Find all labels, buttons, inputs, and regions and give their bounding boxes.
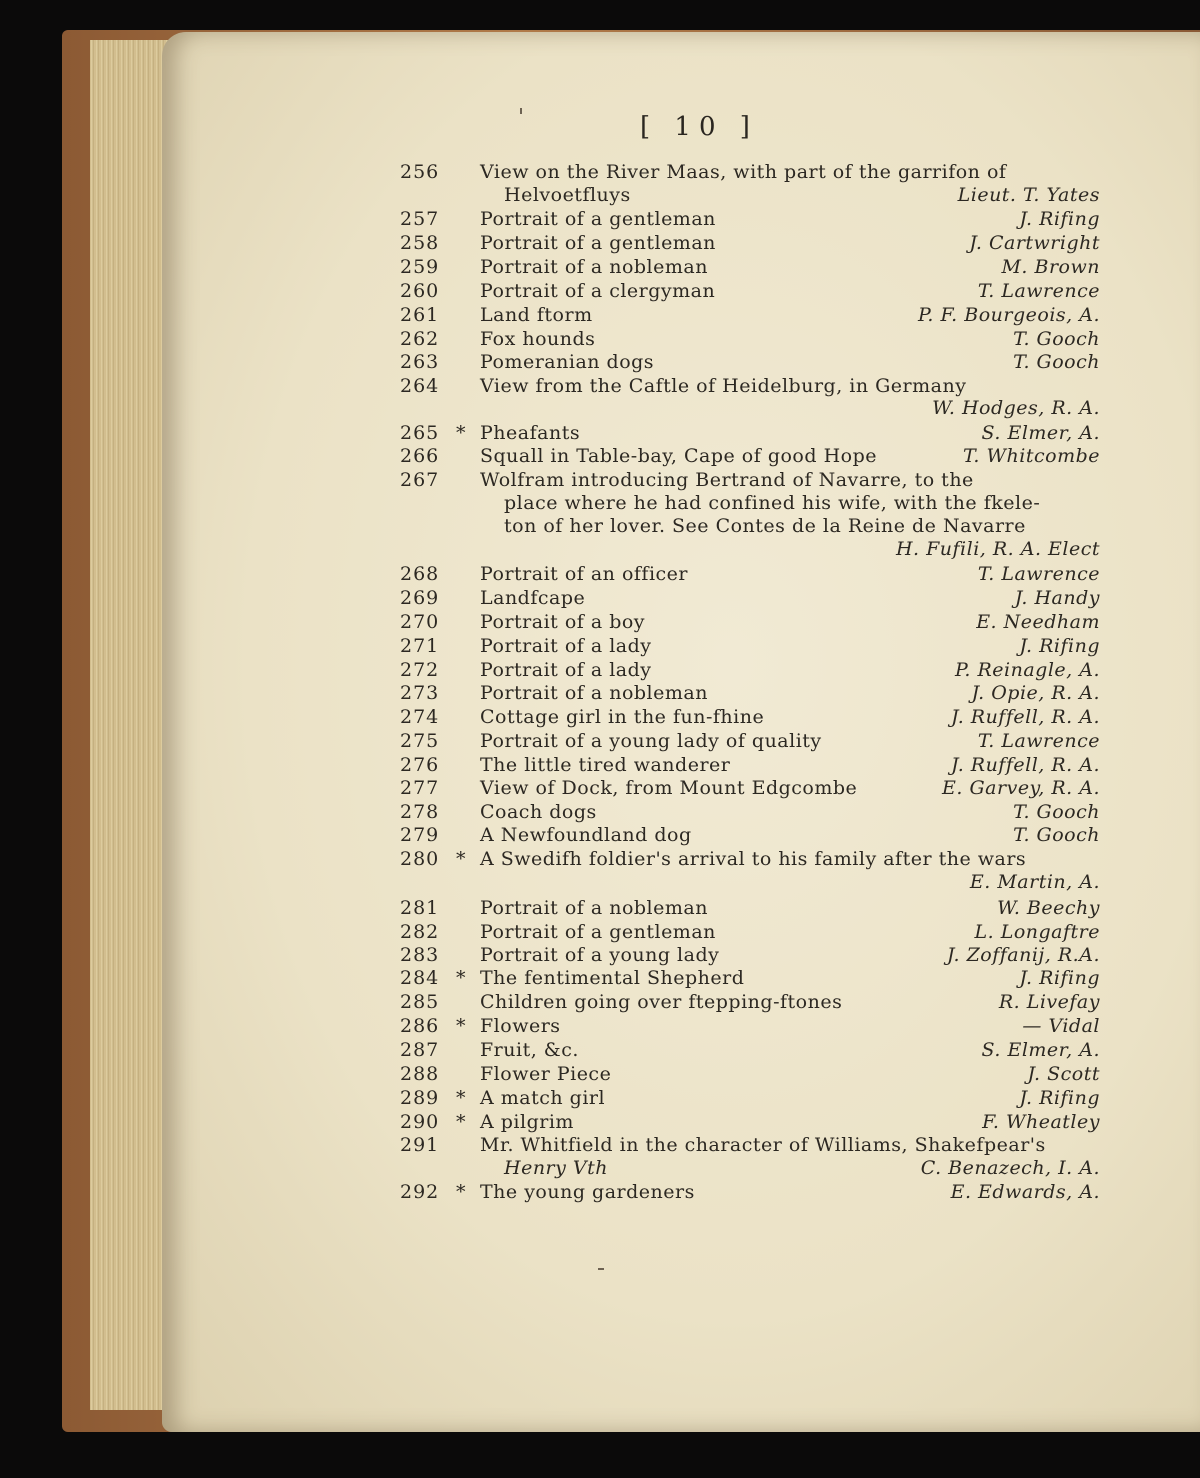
entry-artist: F. Wheatley <box>982 1111 1100 1133</box>
catalogue-entry <box>400 729 1100 753</box>
entry-artist: H. Fufili, R. A. Elect <box>895 538 1100 560</box>
entry-number: 280 <box>400 848 440 870</box>
entry-title: Portrait of a gentleman <box>480 232 716 254</box>
catalogue-entry <box>400 1062 1100 1086</box>
entry-star: * <box>456 848 466 870</box>
catalogue-entry <box>400 634 1100 658</box>
entry-number: 262 <box>400 328 440 350</box>
catalogue-entry <box>400 1014 1100 1038</box>
entry-title: View on the River Maas, with part of the garrifon of <box>480 161 1007 183</box>
entry-artist: — Vidal <box>1022 1015 1100 1037</box>
entry-artist: T. Gooch <box>1013 351 1100 373</box>
catalogue-entry-cont <box>400 1156 1100 1180</box>
entry-number: 282 <box>400 921 440 943</box>
entry-title: A Swedifh foldier's arrival to his family after the wars <box>480 848 1027 870</box>
entry-artist: R. Livefay <box>998 991 1100 1013</box>
entry-title: Portrait of a young lady of quality <box>480 730 822 752</box>
entry-artist: J. Cartwright <box>969 232 1100 254</box>
entry-title: Pheafants <box>480 422 581 444</box>
entry-title-cont: Henry Vth <box>504 1157 608 1179</box>
entry-number: 269 <box>400 587 440 609</box>
entry-title: Portrait of a nobleman <box>480 682 708 704</box>
catalogue-entry <box>400 705 1100 729</box>
entry-artist: J. Rifing <box>1019 967 1100 989</box>
entry-artist: J. Scott <box>1027 1063 1100 1085</box>
catalogue-entry <box>400 160 1100 184</box>
entry-number: 283 <box>400 944 440 966</box>
entry-artist: J. Rifing <box>1019 208 1100 230</box>
catalogue-entry <box>400 207 1100 231</box>
catalogue-entry <box>400 350 1100 374</box>
entry-artist: T. Lawrence <box>977 563 1100 585</box>
catalogue-entry <box>400 562 1100 586</box>
entry-number: 258 <box>400 232 440 254</box>
entry-artist: J. Ruffell, R. A. <box>951 754 1100 776</box>
catalogue-entry <box>400 658 1100 682</box>
entry-artist: T. Gooch <box>1013 824 1100 846</box>
entry-title: Portrait of a young lady <box>480 944 720 966</box>
entry-title: Pomeranian dogs <box>480 351 655 373</box>
entry-number: 286 <box>400 1015 440 1037</box>
entry-title: Fox hounds <box>480 328 596 350</box>
entry-number: 277 <box>400 777 440 799</box>
entry-number: 289 <box>400 1087 440 1109</box>
entry-artist: C. Benazech, I. A. <box>920 1157 1100 1179</box>
entry-artist: J. Rifing <box>1019 635 1100 657</box>
catalogue-entry <box>400 1180 1100 1204</box>
entry-number: 290 <box>400 1111 440 1133</box>
catalogue-entry <box>400 896 1100 920</box>
catalogue-entry <box>400 327 1100 351</box>
entry-star: * <box>456 1015 466 1037</box>
catalogue-entry <box>400 231 1100 255</box>
entry-number: 267 <box>400 469 440 491</box>
catalogue-entry-cont <box>400 870 1100 894</box>
entry-title: The little tired wanderer <box>480 754 731 776</box>
entry-number: 256 <box>400 161 440 183</box>
catalogue-entry-cont <box>400 183 1100 207</box>
ink-speck <box>598 1268 604 1270</box>
entry-number: 259 <box>400 256 440 278</box>
entry-number: 285 <box>400 991 440 1013</box>
entry-title: Squall in Table-bay, Cape of good Hope <box>480 445 877 467</box>
entry-title: Coach dogs <box>480 801 597 823</box>
entry-number: 260 <box>400 280 440 302</box>
entry-artist: W. Hodges, R. A. <box>932 397 1100 419</box>
entry-artist: P. Reinagle, A. <box>954 659 1100 681</box>
entry-star: * <box>456 422 466 444</box>
entry-title: The young gardeners <box>480 1181 695 1203</box>
entry-title: The fentimental Shepherd <box>480 967 745 989</box>
entry-artist: J. Opie, R. A. <box>971 682 1100 704</box>
entry-title: Flower Piece <box>480 1063 612 1085</box>
entry-number: 276 <box>400 754 440 776</box>
entry-title: Portrait of a clergyman <box>480 280 716 302</box>
entry-number: 275 <box>400 730 440 752</box>
catalogue-entry <box>400 279 1100 303</box>
entry-number: 261 <box>400 304 440 326</box>
entry-artist: T. Lawrence <box>977 280 1100 302</box>
entry-artist: T. Gooch <box>1013 801 1100 823</box>
catalogue-entry <box>400 1110 1100 1134</box>
catalogue-entry <box>400 823 1100 847</box>
ink-speck <box>520 108 522 114</box>
entry-title: Portrait of a boy <box>480 611 646 633</box>
entry-star: * <box>456 1087 466 1109</box>
entry-title-cont: ton of her lover. See Contes de la Reine de Navarre <box>504 515 1026 537</box>
entry-number: 263 <box>400 351 440 373</box>
entry-artist: E. Needham <box>976 611 1100 633</box>
entry-title: Portrait of a gentleman <box>480 208 716 230</box>
entry-number: 273 <box>400 682 440 704</box>
catalogue-entry <box>400 374 1100 398</box>
catalogue-entry <box>400 966 1100 990</box>
entry-artist: T. Whitcombe <box>963 445 1100 467</box>
entry-number: 279 <box>400 824 440 846</box>
entry-artist: M. Brown <box>1001 256 1100 278</box>
entry-title-cont: Helvoetfluys <box>504 184 631 206</box>
catalogue-entry <box>400 610 1100 634</box>
entry-artist: S. Elmer, A. <box>981 1039 1100 1061</box>
entry-number: 266 <box>400 445 440 467</box>
catalogue-entry <box>400 1086 1100 1110</box>
catalogue-entry <box>400 753 1100 777</box>
entry-artist: L. Longaftre <box>974 921 1100 943</box>
entry-number: 270 <box>400 611 440 633</box>
catalogue-entry <box>400 255 1100 279</box>
catalogue-entry <box>400 468 1100 492</box>
catalogue-entry <box>400 776 1100 800</box>
entry-artist: E. Martin, A. <box>969 871 1100 893</box>
catalogue-entry <box>400 847 1100 871</box>
entry-number: 265 <box>400 422 440 444</box>
catalogue-entry <box>400 990 1100 1014</box>
entry-artist: J. Ruffell, R. A. <box>951 706 1100 728</box>
entry-title: Land ftorm <box>480 304 593 326</box>
catalogue-entry <box>400 1133 1100 1157</box>
catalogue-entry <box>400 421 1100 445</box>
entry-title: Flowers <box>480 1015 561 1037</box>
entry-title-cont: place where he had confined his wife, with the fkele- <box>504 492 1041 514</box>
entry-artist: J. Handy <box>1014 587 1100 609</box>
entry-artist: S. Elmer, A. <box>981 422 1100 444</box>
entry-title: View from the Caftle of Heidelburg, in Germany <box>480 375 967 397</box>
catalogue-entry-cont <box>400 491 1100 515</box>
entry-title: Portrait of a nobleman <box>480 256 708 278</box>
entry-number: 281 <box>400 897 440 919</box>
page-number: [ 10 ] <box>640 112 758 142</box>
entry-artist: Lieut. T. Yates <box>957 184 1100 206</box>
entry-title: Portrait of a nobleman <box>480 897 708 919</box>
catalogue-entry <box>400 943 1100 967</box>
catalogue-entry <box>400 800 1100 824</box>
entry-number: 272 <box>400 659 440 681</box>
catalogue-entry <box>400 681 1100 705</box>
catalogue-entry <box>400 303 1100 327</box>
catalogue-entry-cont <box>400 537 1100 561</box>
entry-artist: J. Rifing <box>1019 1087 1100 1109</box>
entry-title: Portrait of an officer <box>480 563 688 585</box>
entry-title: View of Dock, from Mount Edgcombe <box>480 777 858 799</box>
entry-artist: W. Beechy <box>997 897 1100 919</box>
catalogue-entry <box>400 1038 1100 1062</box>
entry-artist: J. Zoffanij, R.A. <box>946 944 1100 966</box>
entry-artist: E. Garvey, R. A. <box>942 777 1100 799</box>
entry-artist: P. F. Bourgeois, A. <box>917 304 1100 326</box>
entry-title: Portrait of a lady <box>480 659 652 681</box>
entry-title: Portrait of a gentleman <box>480 921 716 943</box>
entry-star: * <box>456 1181 466 1203</box>
entry-number: 292 <box>400 1181 440 1203</box>
entry-number: 268 <box>400 563 440 585</box>
entry-title: Wolfram introducing Bertrand of Navarre, to the <box>480 469 974 491</box>
entry-title: Children going over ftepping-ftones <box>480 991 843 1013</box>
catalogue-entry <box>400 920 1100 944</box>
entry-number: 278 <box>400 801 440 823</box>
entry-number: 271 <box>400 635 440 657</box>
entry-artist: E. Edwards, A. <box>950 1181 1100 1203</box>
entry-artist: T. Lawrence <box>977 730 1100 752</box>
catalogue-entry <box>400 586 1100 610</box>
entry-number: 284 <box>400 967 440 989</box>
entry-title: Fruit, &c. <box>480 1039 579 1061</box>
entry-number: 288 <box>400 1063 440 1085</box>
entry-number: 257 <box>400 208 440 230</box>
entry-number: 274 <box>400 706 440 728</box>
entry-title: Landfcape <box>480 587 586 609</box>
entry-title: Portrait of a lady <box>480 635 652 657</box>
entry-title: A Newfoundland dog <box>480 824 692 846</box>
entry-star: * <box>456 1111 466 1133</box>
entry-title: Mr. Whitfield in the character of Williams, Shakefpear's <box>480 1134 1046 1156</box>
catalogue-entry <box>400 444 1100 468</box>
entry-title: Cottage girl in the fun-fhine <box>480 706 765 728</box>
catalogue-entry-cont <box>400 396 1100 420</box>
catalogue-entry-cont <box>400 514 1100 538</box>
entry-title: A match girl <box>480 1087 606 1109</box>
entry-number: 264 <box>400 375 440 397</box>
entry-title: A pilgrim <box>480 1111 574 1133</box>
entry-artist: T. Gooch <box>1013 328 1100 350</box>
entry-star: * <box>456 967 466 989</box>
entry-number: 287 <box>400 1039 440 1061</box>
entry-number: 291 <box>400 1134 440 1156</box>
